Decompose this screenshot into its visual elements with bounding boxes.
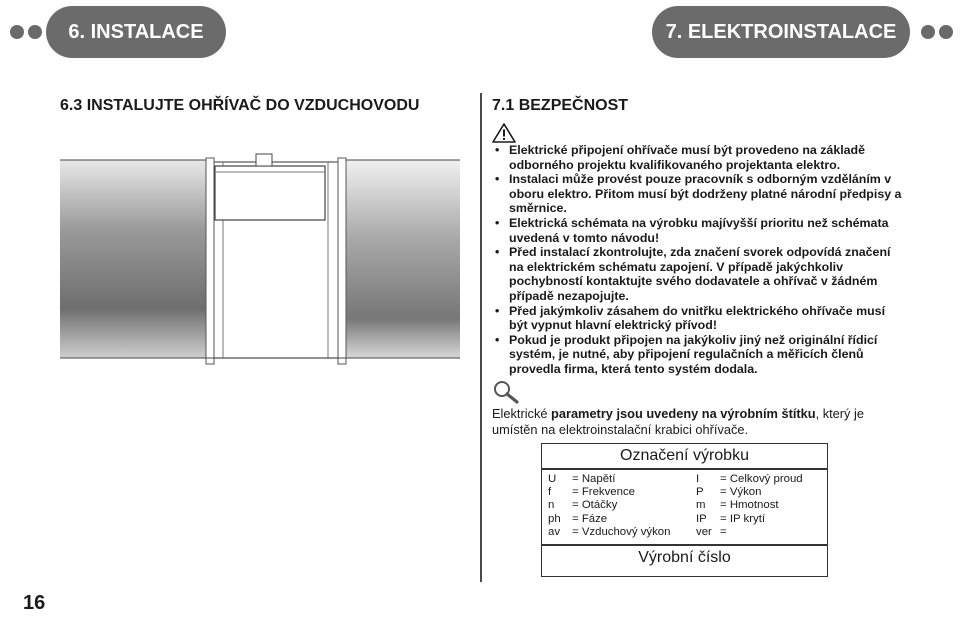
nameplate-divider [541,468,828,470]
legend-key: U [548,473,557,485]
section-heading-safety: 7.1 BEZPEČNOST [492,97,629,114]
legend-key: av [548,525,561,538]
dot [939,25,953,39]
tab-electrical-installation-label: 7. ELEKTROINSTALACE [665,20,897,43]
legend-value: = [720,525,727,538]
legend-key: ver [696,525,712,538]
legend-value: = IP krytí [720,512,766,525]
tab-electrical-installation [652,6,910,58]
page-number: 16 [23,592,46,614]
legend-row [548,526,670,539]
legend-key: I [696,473,700,485]
nameplate-title: Označení výrobku [620,447,749,464]
right-dots-decoration [921,25,953,39]
legend-key: n [548,499,555,512]
legend-value: = Vzduchový výkon [572,525,671,538]
tab-installation [46,6,226,58]
legend-key: f [548,486,552,499]
left-duct [60,160,210,358]
legend-row [696,513,803,526]
legend-value: = Celkový proud [720,473,803,485]
nameplate-note [492,406,912,438]
safety-list [492,143,902,377]
legend-key: P [696,486,704,499]
nameplate-legend-left [548,473,670,539]
note-prefix: Elektrické [492,406,552,421]
magnifier-icon [493,380,519,404]
legend-row [548,513,670,526]
note-suffix: , který je umístěn na elektroinstalační krabici ohřívače. [492,406,864,437]
terminal-box [215,166,325,220]
legend-row [696,499,803,512]
legend-row [696,473,803,486]
legend-key: m [696,499,706,512]
section-heading-install: 6.3 INSTALUJTE OHŘÍVAČ DO VZDUCHOVODU [60,97,420,114]
tab-installation-label: 6. INSTALACE [68,20,204,43]
note-bold: parametry jsou uvedeny na výrobním štítku [551,406,816,421]
legend-row [548,473,670,486]
safety-item: • Elektrické připojení ohřívače musí být provedeno na základě odborného projektu kvalifikovaného projektanta elektro. [492,143,902,172]
safety-item: • Před jakýmkoliv zásahem do vnitřku elektrického ohřívače musí být vypnut hlavní elektrický přívod! [492,304,902,333]
dot [28,25,42,39]
duct-heater-illustration [60,148,460,370]
legend-value: = Frekvence [572,486,635,499]
nameplate-serial-label: Výrobní číslo [638,549,731,566]
legend-value: = Hmotnost [720,499,779,512]
legend-value: = Napětí [572,473,616,485]
column-divider [480,93,482,582]
dot [921,25,935,39]
safety-item: • Elektrická schémata na výrobku majívyšší prioritu než schémata uvedená v tomto návodu! [492,216,902,245]
legend-value: = Fáze [572,512,608,525]
safety-item: • Před instalací zkontrolujte, zda značení svorek odpovídá značení na elektrickém schématu zapojení. V případě jakýchkoliv pochybností kontaktujte svého dodavatele a ohřívač v žádném případě nezapojujte. [492,245,902,303]
right-flange [338,158,346,364]
dot [10,25,24,39]
safety-item: • Pokud je produkt připojen na jakýkoliv jiný než originální řídicí systém, je nutné, aby připojení regulačních a měřicích členů provedla firma, která tento systém dodala. [492,333,902,377]
legend-key: ph [548,512,561,525]
safety-item: • Instalaci může provést pouze pracovník s odborným vzděláním v oboru elektro. Přitom musí být dodrženy platné národní předpisy a směrnice. [492,172,902,216]
warning-triangle-icon [492,123,516,143]
legend-value: = Výkon [720,486,762,499]
left-dots-decoration [10,25,42,39]
legend-row [548,499,670,512]
nameplate-legend-right [696,473,803,539]
legend-value: = Otáčky [572,499,618,512]
legend-row [696,526,803,539]
left-flange [206,158,214,364]
legend-row [548,486,670,499]
legend-key: IP [696,512,707,525]
right-duct [342,160,460,358]
legend-row [696,486,803,499]
cable-gland [256,154,272,166]
